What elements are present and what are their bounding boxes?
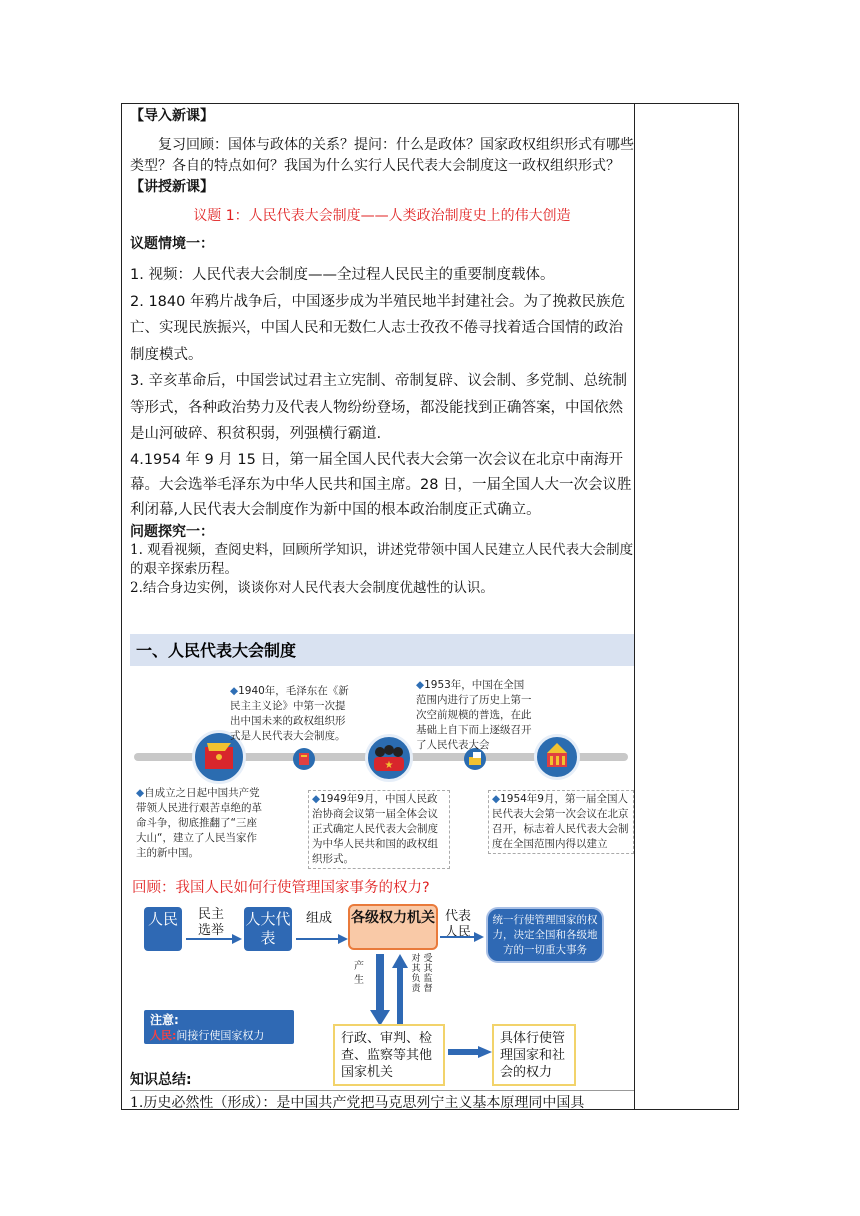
lecture-heading: 【讲授新课】 [130, 179, 214, 195]
arrow-right-icon [186, 934, 242, 944]
note-title: 注意: [150, 1013, 179, 1027]
arrow-right-icon [448, 1046, 492, 1058]
timeline-1949: ◆1949年9月，中国人民政治协商会议第一届全体会议正式确定人民代表大会制度为中华人民共和国的政权组织形式。 [308, 790, 450, 869]
people-box: 人民 [144, 907, 182, 951]
lesson-table [121, 103, 739, 1110]
review-text: 复习回顾：国体与政体的关系？提问：什么是政体？国家政权组织形式有哪些类型？各自的特点如何？我国为什么实行人民代表大会制度这一政权组织形式？ [130, 137, 634, 174]
content-cell [130, 106, 634, 1111]
review-title: 回顾：我国人民如何行使管理国家事务的权力? [132, 880, 430, 896]
timeline-1953: ◆1953年，中国在全国范围内进行了历史上第一次空前规模的普选，在此基础上自下而上逐级召开了人民代表大会 [416, 679, 532, 751]
npc-deputies-box: 人大代表 [244, 907, 292, 951]
intro-heading: 【导入新课】 [130, 108, 214, 124]
form-label: 组成 [306, 911, 333, 926]
column-divider [634, 104, 635, 1109]
arrow-right-icon [296, 934, 348, 944]
arrow-up-icon [392, 954, 408, 1026]
svg-text:★: ★ [384, 760, 394, 771]
power-description-box: 统一行使管理国家的权力，决定全国和各级地方的一切重大事务 [486, 907, 604, 963]
drop-icon: ◆ [312, 793, 321, 805]
note-body: 人民:间接行使国家权力 [150, 1029, 265, 1042]
drop-icon: ◆ [136, 787, 145, 799]
scenario-heading: 议题情境一： [130, 236, 214, 252]
book-icon [293, 748, 315, 770]
represent-label: 代表人民 [444, 909, 471, 940]
summary-heading: 知识总结: [130, 1072, 192, 1088]
power-organs-box: 各级权力机关 [348, 904, 438, 950]
assembly-icon [365, 734, 413, 782]
arrow-right-icon [440, 932, 484, 942]
specific-power-box: 具体行使管理国家和社会的权力 [492, 1024, 576, 1086]
hall-icon [534, 734, 580, 780]
scenario-item-3: 3. 辛亥革命后，中国尝试过君主立宪制、帝制复辟、议会制、多党制、总统制等形式，各种政治势力及代表人物纷纷登场，都没能找到正确答案，中国依然是山河破碎、积贫积弱，列强横行霸道. [130, 373, 627, 442]
section-banner-title: 一、人民代表大会制度 [136, 641, 297, 660]
drop-icon: ◆ [416, 679, 425, 691]
drop-icon: ◆ [230, 685, 239, 697]
note-box [144, 1010, 294, 1044]
inquiry-heading: 问题探究一： [130, 523, 214, 540]
scenario-item-1: 1. 视频：人民代表大会制度——全过程人民民主的重要制度载体。 [130, 267, 555, 283]
elect-label: 民主选举 [197, 907, 224, 938]
supervise-label: 受其监督 [423, 954, 433, 994]
arrow-down-icon [370, 954, 390, 1026]
topic-title: 议题 1：人民代表大会制度——人类政治制度史上的伟大创造 [193, 208, 571, 224]
produce-label: 产生 [354, 961, 364, 986]
other-organs-box: 行政、审判、检查、监察等其他国家机关 [333, 1024, 445, 1086]
section-banner [130, 634, 634, 666]
timeline-founding: ◆自成立之日起中国共产党带领人民进行艰苦卓绝的革命斗争，彻底推翻了“三座大山“，建立了人民当家作主的新中国。 [136, 787, 262, 859]
inquiry-item-1: 1. 观看视频，查阅史料，回顾所学知识，讲述党带领中国人民建立人民代表大会制度的艰辛探索历程。 [130, 541, 634, 577]
scenario-item-2: 2. 1840 年鸦片战争后，中国逐步成为半殖民地半封建社会。为了挽救民族危亡、实现民族振兴，中国人民和无数仁人志士孜孜不倦寻找着适合国情的政治制度模式。 [130, 293, 625, 363]
summary-item-1: 1.历史必然性（形成）：是中国共产党把马克思列宁主义基本原理同中国具 [130, 1090, 634, 1114]
history-timeline [130, 672, 634, 872]
timeline-1954: ◆1954年9月，第一届全国人民代表大会第一次会议在北京召开，标志着人民代表大会制度在全国范围内得以建立 [488, 790, 634, 854]
timeline-1940: ◆1940年，毛泽东在《新民主主义论》中第一次提出中国未来的政权组织形式是人民代表大会制度。 [230, 685, 349, 742]
drop-icon: ◆ [492, 793, 501, 805]
responsible-label: 对其负责 [411, 954, 421, 994]
scenario-item-4: 4.1954 年 9 月 15 日，第一届全国人民代表大会第一次会议在北京中南海开幕。大会选举毛泽东为中华人民共和国主席。28 日，一届全国人大一次会议胜利闭幕,人民代表大会制度作为新中国的根本政治制度正式确立。 [130, 451, 632, 518]
inquiry-item-2: 2.结合身边实例，谈谈你对人民代表大会制度优越性的认识。 [130, 579, 494, 596]
